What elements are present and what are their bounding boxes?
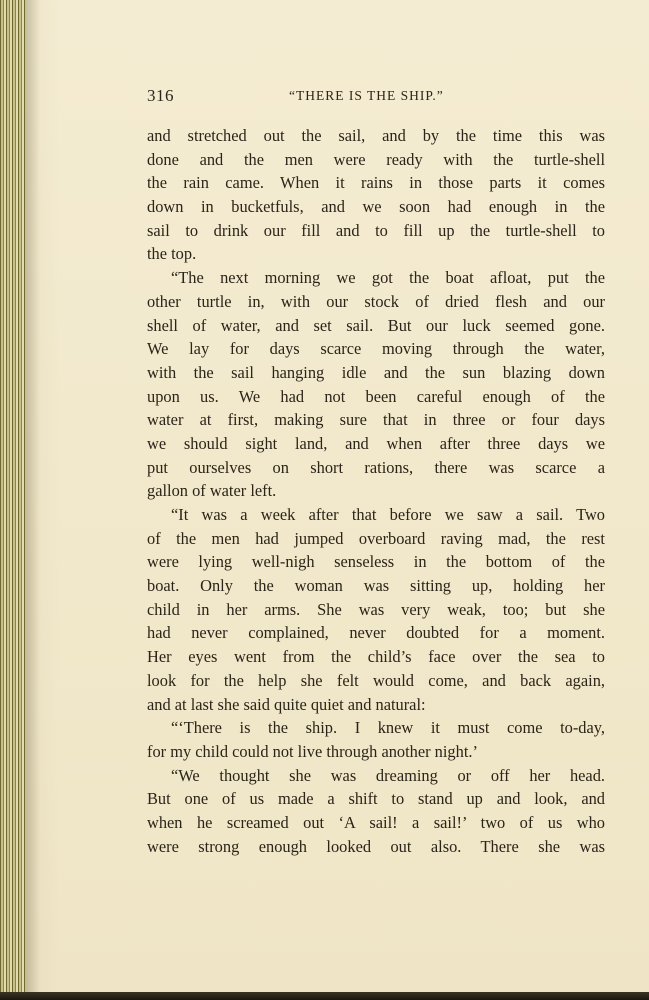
running-head: “THERE IS THE SHIP.” <box>289 88 444 103</box>
text-line: boat. Only the woman was sitting up, holding her <box>147 576 605 596</box>
text-line: when he screamed out ‘A sail! a sail!’ two of us who <box>147 812 605 832</box>
gutter-shadow <box>26 0 40 1000</box>
text-line: Her eyes went from the child’s face over the sea to <box>147 647 605 667</box>
body-text <box>147 124 605 858</box>
text-line: the rain came. When it rains in those parts it comes <box>147 173 605 193</box>
text-line: water at first, making sure that in three or four days <box>147 410 605 430</box>
text-line: we should sight land, and when after three days we <box>147 433 605 453</box>
text-line: and stretched out the sail, and by the time this was <box>147 126 605 145</box>
text-line: We lay for days scarce moving through the water, <box>147 339 605 359</box>
text-line: look for the help she felt would come, and back again, <box>147 670 605 690</box>
text-line: child in her arms. She was very weak, too; but she <box>147 599 605 619</box>
text-line: had never complained, never doubted for a moment. <box>147 623 605 643</box>
text-line: down in bucketfuls, and we soon had enough in the <box>147 197 605 217</box>
text-line: and at last she said quite quiet and natural: <box>147 694 426 714</box>
text-line: sail to drink our fill and to fill up the turtle-shell to <box>147 220 605 240</box>
text-line: put ourselves on short rations, there was scarce a <box>147 457 605 477</box>
text-line: “We thought she was dreaming or off her head. <box>171 765 605 785</box>
page-bottom-edge <box>0 992 649 1000</box>
text-line: upon us. We had not been careful enough of the <box>147 386 605 406</box>
page-header <box>147 86 605 112</box>
text-line: were strong enough looked out also. There she was <box>147 836 605 856</box>
text-line: done and the men were ready with the turtle-shell <box>147 149 605 169</box>
text-line: with the sail hanging idle and the sun blazing down <box>147 362 605 382</box>
text-line: the top. <box>147 244 197 264</box>
text-line: gallon of water left. <box>147 481 277 501</box>
text-line: But one of us made a shift to stand up and look, and <box>147 789 605 809</box>
text-line: “‘There is the ship. I knew it must come to-day, <box>171 718 605 738</box>
text-line: of the men had jumped overboard raving mad, the rest <box>147 528 605 548</box>
page-number: 316 <box>147 86 174 105</box>
text-line: were lying well-nigh senseless in the bottom of the <box>147 552 605 572</box>
text-line: other turtle in, with our stock of dried flesh and our <box>147 291 605 311</box>
text-line: for my child could not live through another night.’ <box>147 741 478 761</box>
text-line: shell of water, and set sail. But our luck seemed gone. <box>147 315 605 335</box>
text-line: “It was a week after that before we saw a sail. Two <box>171 505 605 524</box>
text-line: “The next morning we got the boat afloat, put the <box>171 268 605 288</box>
book-binding <box>0 0 26 1000</box>
